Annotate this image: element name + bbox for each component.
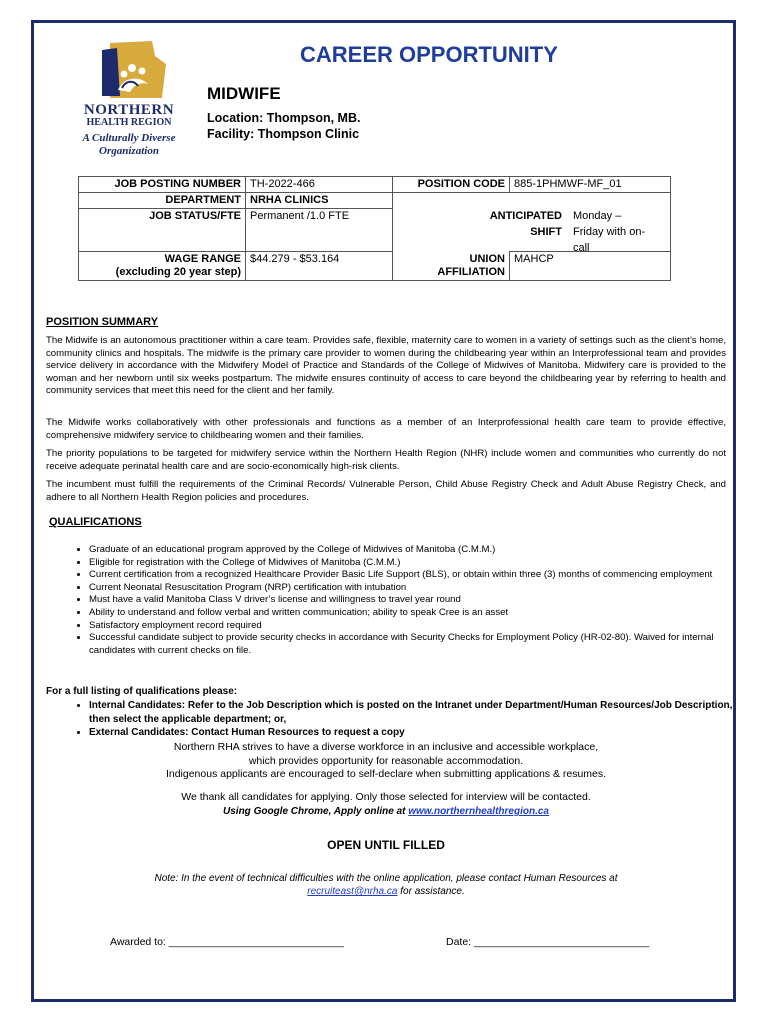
list-item: • Current certification from a recognized Healthcare Provider Basic Life Support (BLS), or obtain within three (3) months of commencing employment xyxy=(89,569,749,582)
union-label-line1: UNION xyxy=(469,252,505,265)
internal-candidates-item: • Internal Candidates: Refer to the Job Description which is posted on the Intranet under Department/Human Resources/Job Description, then select the applicable department; or, xyxy=(89,699,749,726)
union-label-line2: AFFILIATION xyxy=(437,265,505,278)
date-field: Date: ______________________________ xyxy=(446,936,650,948)
logo-wordmark xyxy=(64,102,194,128)
external-candidates-item: • External Candidates: Contact Human Resources to request a copy xyxy=(89,726,749,740)
shift-label-line1: ANTICIPATED xyxy=(489,210,562,222)
position-code-value: 885-1PHMWF-MF_01 xyxy=(510,177,671,193)
logo-tagline-line1: A Culturally Diverse xyxy=(82,132,176,144)
note-line2 xyxy=(46,885,726,898)
logo-name-line1: NORTHERN xyxy=(83,102,175,118)
summary-paragraph-4: The incumbent must fulfill the requirements of the Criminal Records/ Vulnerable Person, Child Abuse Registry Check and Adult Abuse Registry Check, and adhere to all Northern Health Region policies and procedures. xyxy=(46,479,726,503)
diversity-line1: Northern RHA strives to have a diverse workforce in an inclusive and accessible workplace, xyxy=(173,741,599,753)
wage-label-line1: WAGE RANGE xyxy=(164,253,241,265)
job-status-value: Permanent /1.0 FTE xyxy=(246,209,393,252)
union-label xyxy=(393,252,510,281)
apply-link[interactable]: www.northernhealthregion.ca xyxy=(408,806,549,817)
diversity-statement xyxy=(46,741,726,782)
wage-range-label xyxy=(79,252,246,281)
page-title: CAREER OPPORTUNITY xyxy=(300,42,558,67)
diversity-line3: Indigenous applicants are encouraged to self-declare when submitting applications & resumes. xyxy=(165,768,607,780)
list-item: • Must have a valid Manitoba Class V driver’s license and willingness to travel year round xyxy=(89,594,749,607)
shift-value-line1: Monday – xyxy=(573,210,622,222)
summary-paragraph-1: The Midwife is an autonomous practitioner within a care team. Provides safe, flexible, maternity care to women in a variety of settings such as the client’s home, community clinics and hospitals. The midwife is the primary care provider to women during the childbearing year within an Interprofessional team and provides service delivery in accordance with the Midwifery Model of Practice and Standards of the College of Midwives of Manitoba. Midwifery care is provided to the woman and her newborn until six weeks postpartum. The midwife ensures continuity of access to care beyond the childbearing year by referring to health and community services that meet this need for the client and her family. xyxy=(46,335,726,397)
page-border xyxy=(31,20,736,1002)
qualifications-list xyxy=(62,544,749,657)
list-item: • Eligible for registration with the College of Midwives of Manitoba (C.M.M.) xyxy=(89,557,749,570)
shift-value-line3: call xyxy=(573,242,590,254)
logo-name-line2: HEALTH REGION xyxy=(86,117,172,128)
department-value: NRHA CLINICS xyxy=(246,193,393,209)
summary-paragraph-3: The priority populations to be targeted for midwifery service within the Northern Health Region (NHR) include women and communities who currently do not receive adequate perinatal health care and are socio-economically high-risk clients. xyxy=(46,448,726,472)
job-status-label: JOB STATUS/FTE xyxy=(79,209,246,252)
union-value: MAHCP xyxy=(510,252,671,281)
recruit-email-link[interactable]: recruiteast@nrha.ca xyxy=(307,886,398,897)
list-item: • Current Neonatal Resuscitation Program (NRP) certification with intubation xyxy=(89,582,749,595)
position-code-label: POSITION CODE xyxy=(393,177,510,193)
list-item: • Satisfactory employment record required xyxy=(89,620,749,633)
diversity-line2: which provides opportunity for reasonable accommodation. xyxy=(248,754,524,767)
facility-line: Facility: Thompson Clinic xyxy=(207,127,360,141)
shift-label-line2: SHIFT xyxy=(530,226,562,238)
department-label: DEPARTMENT xyxy=(79,193,246,209)
position-title: MIDWIFE xyxy=(207,84,281,103)
list-item: • Ability to understand and follow verbal and written communication; ability to speak Cree is an asset xyxy=(89,607,749,620)
job-posting-label: JOB POSTING NUMBER xyxy=(79,177,246,193)
location-line: Location: Thompson, MB. xyxy=(207,111,361,125)
job-posting-value: TH-2022-466 xyxy=(246,177,393,193)
full-listing-heading: For a full listing of qualifications please: xyxy=(46,686,238,697)
full-listing-list xyxy=(62,699,749,740)
shift-label xyxy=(458,208,562,240)
thanks-line: We thank all candidates for applying. Only those selected for interview will be contacted. xyxy=(181,791,591,803)
open-until-filled: OPEN UNTIL FILLED xyxy=(327,838,445,852)
logo-tagline-line2: Organization xyxy=(99,145,159,157)
location-block xyxy=(207,110,360,142)
qualifications-heading: QUALIFICATIONS xyxy=(49,516,142,528)
wage-range-value: $44.279 - $53.164 xyxy=(246,252,393,281)
note-line1: Note: In the event of technical difficulties with the online application, please contact Human Resources at xyxy=(154,873,618,884)
apply-line xyxy=(46,805,726,819)
position-summary-heading: POSITION SUMMARY xyxy=(46,316,159,328)
note-suffix: for assistance. xyxy=(397,886,465,897)
shift-value xyxy=(573,208,675,256)
apply-prefix: Using Google Chrome, Apply online at xyxy=(223,806,409,817)
shift-value-line2: Friday with on- xyxy=(573,226,646,238)
list-item: • Successful candidate subject to provide security checks in accordance with Security Checks for Employment Policy (HR-02-80). Waived for internal candidates with current checks on file. xyxy=(89,632,749,657)
list-item: • Graduate of an educational program approved by the College of Midwives of Manitoba (C.M.M.) xyxy=(89,544,749,557)
technical-note xyxy=(46,872,726,898)
logo-tagline xyxy=(64,132,194,158)
summary-paragraph-2: The Midwife works collaboratively with other professionals and functions as a member of an Interprofessional health care team to provide effective, comprehensive midwifery service to childbearing women and their families. xyxy=(46,417,726,441)
awarded-to-field: Awarded to: ______________________________ xyxy=(110,936,344,948)
wage-label-line2: (excluding 20 year step) xyxy=(115,266,241,278)
